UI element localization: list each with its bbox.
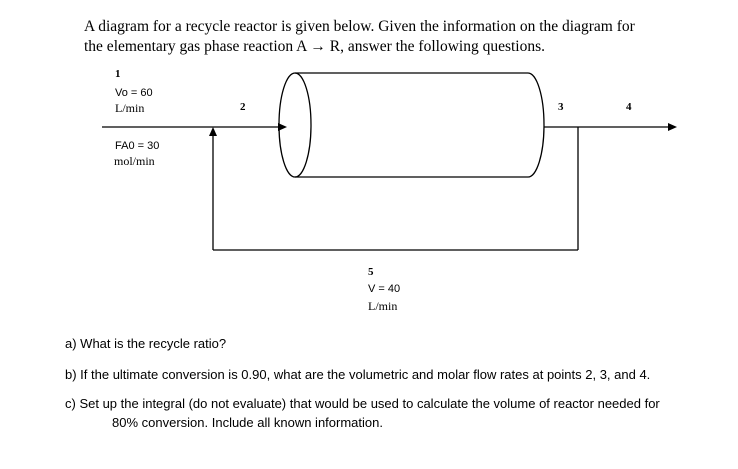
point-1-label: 1 [115, 68, 121, 80]
intro-line-1: A diagram for a recycle reactor is given below. Given the information on the diagram for [84, 18, 635, 35]
reactor-inlet-face [279, 73, 311, 177]
recycle-riser-arrow [209, 127, 217, 136]
point-4-label: 4 [626, 101, 632, 113]
question-a: a) What is the recycle ratio? [65, 336, 227, 351]
product-arrow [668, 123, 677, 131]
feed-volumetric-flow-unit: L/min [115, 101, 145, 115]
point-3-label: 3 [558, 101, 564, 113]
intro-line-2: the elementary gas phase reaction A → R, answer the following questions. [84, 38, 546, 55]
feed-volumetric-flow: Vo = 60 [115, 87, 153, 99]
recycle-volumetric-flow: V = 40 [368, 283, 401, 295]
recycle-volumetric-flow-unit: L/min [368, 299, 398, 313]
question-c-line-1: c) Set up the integral (do not evaluate) that would be used to calculate the volume of reactor needed for [65, 396, 660, 411]
question-b: b) If the ultimate conversion is 0.90, what are the volumetric and molar flow rates at points 2, 3, and 4. [65, 367, 651, 382]
point-5-label: 5 [368, 266, 374, 278]
reactor-body [295, 73, 544, 177]
feed-molar-flow-unit: mol/min [114, 154, 155, 168]
question-c-line-2: 80% conversion. Include all known information. [112, 415, 383, 430]
point-2-label: 2 [240, 101, 246, 113]
feed-molar-flow: FA0 = 30 [115, 140, 160, 152]
